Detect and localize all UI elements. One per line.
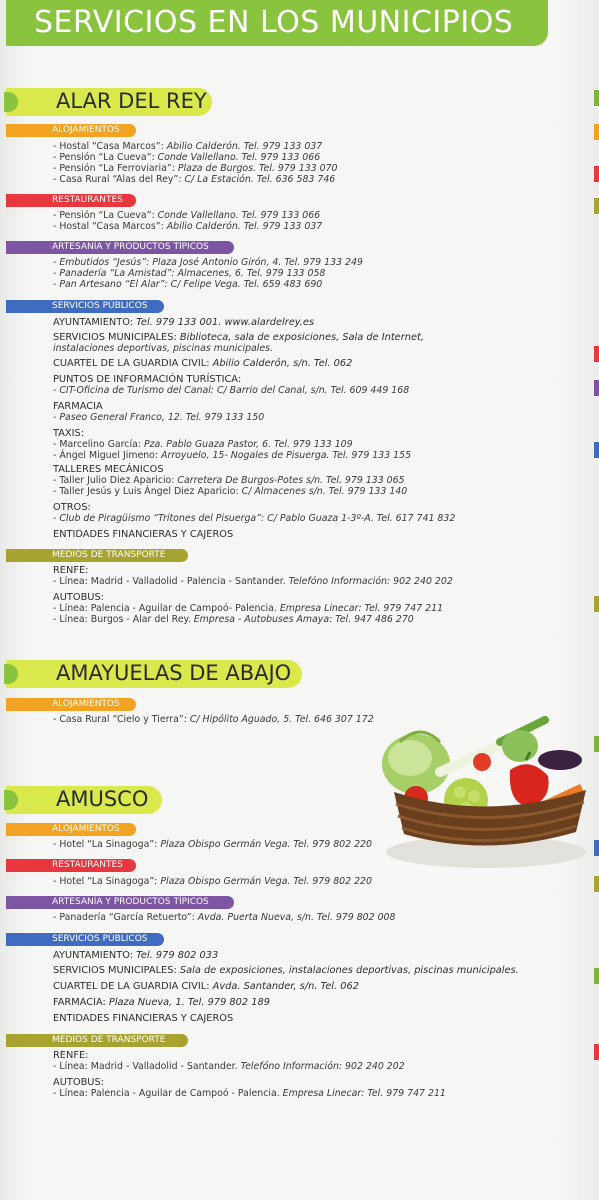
- category-artesania: ARTESANÍA Y PRODUCTOS TÍPICOS: [6, 896, 234, 909]
- list-item: - CIT-Oficina de Turismo del Canal: C/ Barrio del Canal, s/n. Tel. 609 449 168: [53, 385, 410, 396]
- edge-tab-marker: [594, 442, 599, 458]
- list-item: - Línea: Madrid - Valladolid - Santander. Telefóno Información: 902 240 202: [53, 1061, 405, 1072]
- list-item: SERVICIOS MUNICIPALES: Biblioteca, sala de exposiciones, Sala de Internet,: [53, 332, 424, 343]
- list-item: - Pensión “La Cueva”: Conde Vallellano. Tel. 979 133 066: [53, 152, 321, 163]
- list-item: - Club de Piragüismo “Tritones del Pisuerga”: C/ Pablo Guaza 1-3º-A. Tel. 617 741 832: [53, 513, 456, 524]
- list-item: - Casa Rural “Alas del Rey”: C/ La Estación. Tel. 636 583 746: [53, 174, 336, 185]
- list-item: TALLERES MECÁNICOS: [53, 464, 164, 475]
- list-item: FARMACIA: Plaza Nueva, 1. Tel. 979 802 189: [53, 997, 270, 1008]
- list-item: AUTOBUS:: [53, 592, 104, 603]
- list-item: - Línea: Burgos - Alar del Rey. Empresa - Autobuses Amaya: Tel. 947 486 270: [53, 614, 414, 625]
- list-item: CUARTEL DE LA GUARDIA CIVIL: Abilio Calderón, s/n. Tel. 062: [53, 358, 353, 369]
- list-item: - Marcelino García: Pza. Pablo Guaza Pastor, 6. Tel. 979 133 109: [53, 439, 353, 450]
- heading-marker: [4, 664, 18, 684]
- heading-marker: [4, 92, 18, 112]
- category-transporte: MEDIOS DE TRANSPORTE: [6, 1034, 188, 1047]
- list-item: - Taller Jesús y Luis Ángel Diez Aparicio: C/ Almacenes s/n. Tel. 979 133 140: [53, 486, 408, 497]
- list-item: - Hostal “Casa Marcos”: Abilio Calderón. Tel. 979 133 037: [53, 221, 323, 232]
- category-restaurantes: RESTAURANTES: [6, 194, 136, 207]
- municipality-heading-amusco: AMUSCO: [6, 786, 162, 814]
- edge-tab-marker: [594, 736, 599, 752]
- list-item: PUNTOS DE INFORMACIÓN TURÍSTICA:: [53, 374, 242, 385]
- edge-tab-marker: [594, 166, 599, 182]
- category-artesania: ARTESANÍA Y PRODUCTOS TÍPICOS: [6, 241, 234, 254]
- edge-tab-marker: [594, 124, 599, 140]
- edge-tab-marker: [594, 876, 599, 892]
- category-alojamientos: ALOJAMIENTOS: [6, 698, 136, 711]
- list-item: OTROS:: [53, 502, 91, 513]
- list-item: CUARTEL DE LA GUARDIA CIVIL: Avda. Santander, s/n. Tel. 062: [53, 981, 359, 992]
- list-item: AUTOBUS:: [53, 1077, 104, 1088]
- list-item: - Línea: Palencia - Aguilar de Campoó- Palencia. Empresa Linecar: Tel. 979 747 211: [53, 603, 444, 614]
- list-item: ENTIDADES FINANCIERAS Y CAJEROS: [53, 529, 234, 540]
- list-item: - Taller Julio Diez Aparicio: Carretera De Burgos-Potes s/n. Tel. 979 133 065: [53, 475, 405, 486]
- list-item: - Línea: Palencia - Aguilar de Campoó - Palencia. Empresa Linecar: Tel. 979 747 211: [53, 1088, 446, 1099]
- page-banner: [6, 0, 548, 46]
- list-item: - Pensión “La Cueva”: Conde Vallellano. Tel. 979 133 066: [53, 210, 321, 221]
- category-alojamientos: ALOJAMIENTOS: [6, 124, 136, 137]
- category-restaurantes: RESTAURANTES: [6, 859, 136, 872]
- edge-tab-marker: [594, 90, 599, 106]
- list-item: instalaciones deportivas, piscinas municipales.: [53, 343, 274, 354]
- list-item: AYUNTAMIENTO: Tel. 979 133 001. www.alardelrey.es: [53, 317, 315, 328]
- edge-tab-marker: [594, 380, 599, 396]
- list-item: TAXIS:: [53, 428, 85, 439]
- list-item: FARMACIA: [53, 401, 103, 412]
- category-alojamientos: ALOJAMIENTOS: [6, 823, 136, 836]
- list-item: - Paseo General Franco, 12. Tel. 979 133 150: [53, 412, 265, 423]
- list-item: - Panadería “La Amistad”: Almacenes, 6. Tel. 979 133 058: [53, 268, 326, 279]
- category-servicios-publicos: SERVICIOS PÚBLICOS: [6, 933, 164, 946]
- edge-tab-marker: [594, 198, 599, 214]
- list-item: - Pensión “La Ferroviaria”: Plaza de Burgos. Tel. 979 133 070: [53, 163, 338, 174]
- list-item: - Línea: Madrid - Valladolid - Palencia - Santander. Telefóno Información: 902 240 202: [53, 576, 453, 587]
- category-transporte: MEDIOS DE TRANSPORTE: [6, 549, 188, 562]
- edge-tab-marker: [594, 968, 599, 984]
- heading-marker: [4, 790, 18, 810]
- category-servicios-publicos: SERVICIOS PÚBLICOS: [6, 300, 164, 313]
- list-item: - Panadería “García Retuerto”: Avda. Puerta Nueva, s/n. Tel. 979 802 008: [53, 912, 396, 923]
- list-item: RENFE:: [53, 565, 89, 576]
- list-item: - Casa Rural “Cielo y Tierra”: C/ Hipólito Aguado, 5. Tel. 646 307 172: [53, 714, 374, 725]
- list-item: RENFE:: [53, 1050, 89, 1061]
- list-item: - Hotel “La Sinagoga”: Plaza Obispo Germán Vega. Tel. 979 802 220: [53, 876, 372, 887]
- municipality-heading-alar-del-rey: ALAR DEL REY: [6, 88, 212, 116]
- municipality-heading-amayuelas-de-abajo: AMAYUELAS DE ABAJO: [6, 660, 302, 688]
- list-item: - Ángel Miguel Jimeno: Arroyuelo, 15- Nogales de Pisuerga. Tel. 979 133 155: [53, 450, 412, 461]
- edge-tab-marker: [594, 596, 599, 612]
- list-item: - Pan Artesano “El Alar”: C/ Felipe Vega. Tel. 659 483 690: [53, 279, 323, 290]
- list-item: - Embutidos “Jesús”: Plaza José Antonio Girón, 4. Tel. 979 133 249: [53, 257, 363, 268]
- list-item: - Hostal “Casa Marcos”: Abilio Calderón. Tel. 979 133 037: [53, 141, 323, 152]
- list-item: - Hotel “La Sinagoga”: Plaza Obispo Germán Vega. Tel. 979 802 220: [53, 839, 372, 850]
- edge-tab-marker: [594, 346, 599, 362]
- page-title: SERVICIOS EN LOS MUNICIPIOS: [34, 5, 514, 40]
- list-item: ENTIDADES FINANCIERAS Y CAJEROS: [53, 1013, 234, 1024]
- edge-tab-marker: [594, 1044, 599, 1060]
- edge-tab-marker: [594, 840, 599, 856]
- list-item: AYUNTAMIENTO: Tel. 979 802 033: [53, 950, 219, 961]
- list-item: SERVICIOS MUNICIPALES: Sala de exposiciones, instalaciones deportivas, piscinas municipales.: [53, 965, 519, 976]
- vegetable-basket-image: [380, 712, 592, 872]
